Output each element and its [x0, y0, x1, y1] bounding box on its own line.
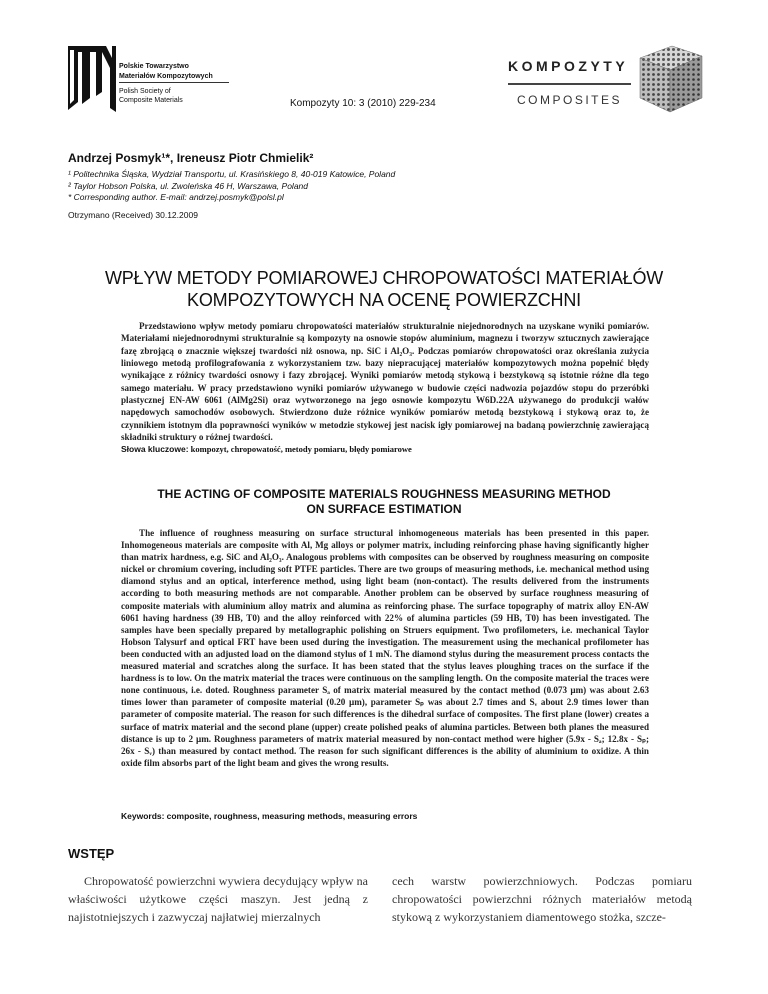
society-en-line2: Composite Materials: [119, 97, 183, 104]
received-date: Otrzymano (Received) 30.12.2009: [68, 210, 198, 220]
keywords-en-label: Keywords:: [121, 811, 165, 821]
corresponding-author: * Corresponding author. E-mail: andrzej.posmyk@polsl.pl: [68, 192, 284, 202]
society-divider: [119, 82, 229, 83]
title-pl-line2: KOMPOZYTOWYCH NA OCENĘ POWIERZCHNI: [187, 290, 581, 310]
keywords-pl: [121, 444, 649, 454]
ptmk-logo-icon: [66, 42, 118, 114]
composite-cube-icon: [636, 42, 706, 114]
society-name-en: [119, 87, 229, 105]
title-en-line1: THE ACTING OF COMPOSITE MATERIALS ROUGHNESS MEASURING METHOD: [157, 487, 611, 501]
intro-column-left: Chropowatość powierzchni wywiera decydujący wpływ na właściwości użytkowe części maszyn. Jest jedną z najistotniejszych i zazwyczaj najłatwiej mierzalnych: [68, 874, 368, 924]
abstract-pl: Przedstawiono wpływ metody pomiaru chropowatości materiałów strukturalnie niejednorodnych na uzyskane wyniki pomiarów. Materiałami niejednorodnymi strukturalnie są kompozyty na osnowie stopów aluminium, magnezu i tworzyw sztucznych zawierające fazę zbrojącą o znacznie większej twardości niż osnowa, np. SiC i Al₂O₃. Podczas pomiarów chropowatości oraz określania zużycia liniowego metodą profilografowania z wykorzystaniem tzw. bazy niepracującej materiałów kompozytowych można popełnić błędy wynikające z różnicy twardości osnowy i fazy zbrojącej. Wyniki pomiarów metodą stykową i bezstykową są istotnie różne dla tego samego materiału. W pracy przedstawiono wyniki pomiarów używanego w budowie części nadwozia pojazdów stopu do przeróbki plastycznej EN-AW 6061 (AlMg2Si) oraz wytworzonego na jego osnowie kompozytu W6D.22A używanego do produkcji wałów napędowych samochodów osobowych. Stwierdzono duże różnice wyników pomiarów metodą bezstykową i stykową oraz to, że czynnikiem istotnym dla poprawności wyników w metodzie stykowej jest nacisk igły pomiarowej na badaną powierzchnię zawierającą składniki struktury o różnej twardości.: [121, 321, 649, 443]
keywords-en: [121, 811, 649, 821]
brand-divider: [508, 83, 631, 85]
affiliation-2: ² Taylor Hobson Polska, ul. Zwoleńska 46 H, Warszawa, Poland: [68, 180, 309, 191]
intro-column-right: cech warstw powierzchniowych. Podczas pomiaru chropowatości powierzchni różnych materiałów metodą stykową z wykorzystaniem diamentowego stożka, szcze-: [392, 874, 692, 924]
journal-brand-en: COMPOSITES: [517, 93, 623, 107]
authors: Andrzej Posmyk¹*, Ireneusz Piotr Chmielik²: [68, 151, 314, 165]
keywords-pl-values: kompozyt, chropowatość, metody pomiaru, błędy pomiarowe: [190, 444, 412, 454]
keywords-en-values: composite, roughness, measuring methods, measuring errors: [166, 811, 418, 821]
title-pl-line1: WPŁYW METODY POMIAROWEJ CHROPOWATOŚCI MATERIAŁÓW: [104, 268, 664, 288]
society-pl-line2: Materiałów Kompozytowych: [119, 73, 213, 80]
affiliation-1: ¹ Politechnika Śląska, Wydział Transportu, ul. Krasińskiego 8, 40-019 Katowice, Poland: [68, 169, 396, 179]
title-en-line2: ON SURFACE ESTIMATION: [306, 502, 462, 516]
society-en-line1: Polish Society of: [119, 88, 171, 95]
keywords-pl-label: Słowa kluczowe:: [121, 444, 189, 454]
society-pl-line1: Polskie Towarzystwo: [119, 63, 189, 70]
society-name-pl: [119, 62, 229, 82]
journal-reference: Kompozyty 10: 3 (2010) 229-234: [290, 98, 436, 109]
section-heading-intro: WSTĘP: [68, 846, 115, 861]
abstract-en: The influence of roughness measuring on surface structural inhomogeneous materials has been presented in this paper. Inhomogeneous materials are composite with Al, Mg alloys or polymer matrix, including reinforcing phase having significantly higher than matrix hardness, e.g. SiC and Al₂O₃. Analogous problems with composites can be observed by roughness measuring on composite nickel or chromium covering, including soft PTFE particles. There are two groups of measuring methods, i.e. mechanical method using diamond stylus and an optical, interference method, using light beam (non-contact). The results delivered from the instruments according to both measuring methods are not comparable. Another problem can be observed by surface roughness measuring of composite materials with aluminium alloy matrix and alumina as reinforcing phase. The surface topography of matrix alloy EN-AW 6061 having hardness (39 HB, T0) and the alloy reinforced with 22% of alumina particles (59 HB, T0) has been investigated. The samples have been specially prepared by metallographic polishing on Struers equipment. Two profilometers, i.e. mechanical Taylor Hobson Talysurf and optical FRT have been used during the investigation. The measurement using the mechanical profilometer has been conducted with an adjusted load on the diamond stylus of 1 mN. The diamond stylus during the measurement process contacts the measured material and scratches along the surface. It has been stated that the stylus leaves ploughing traces on the surface if the hardness is to low. On the matrix material the traces were continuous on the sampling length. On the composite material the traces were none continuous, i.e. doted. Roughness parameter Sₐ of matrix material measured by the contact method (0.073 µm) was about 2.63 times lower than parameter of composite material (0.20 µm), parameter Sₚ was about 2.7 times and Sᵥ about 2.9 times lower than parameter of composite material. The reason for such differences is the dihedral surface of composites. The first plane (lower) creates a surface of matrix material and the second plane (upper) create polished peaks of alumina particles. Between both planes the measured distance is up to 2 µm. Roughness parameters of matrix material measured by non-contact method were higher (5.9x - Sₐ; 12.8x - Sₚ; 26x - Sᵥ) than measured by contact method. The reason for such significant differences is the ability of aluminium to oxidize. A thin oxide film absorbs part of the light beam and gives the wrong results.: [121, 528, 649, 768]
affiliations: [68, 169, 395, 204]
title-pl: [80, 267, 688, 311]
title-en: [80, 487, 688, 517]
journal-brand-pl: KOMPOZYTY: [508, 58, 629, 74]
